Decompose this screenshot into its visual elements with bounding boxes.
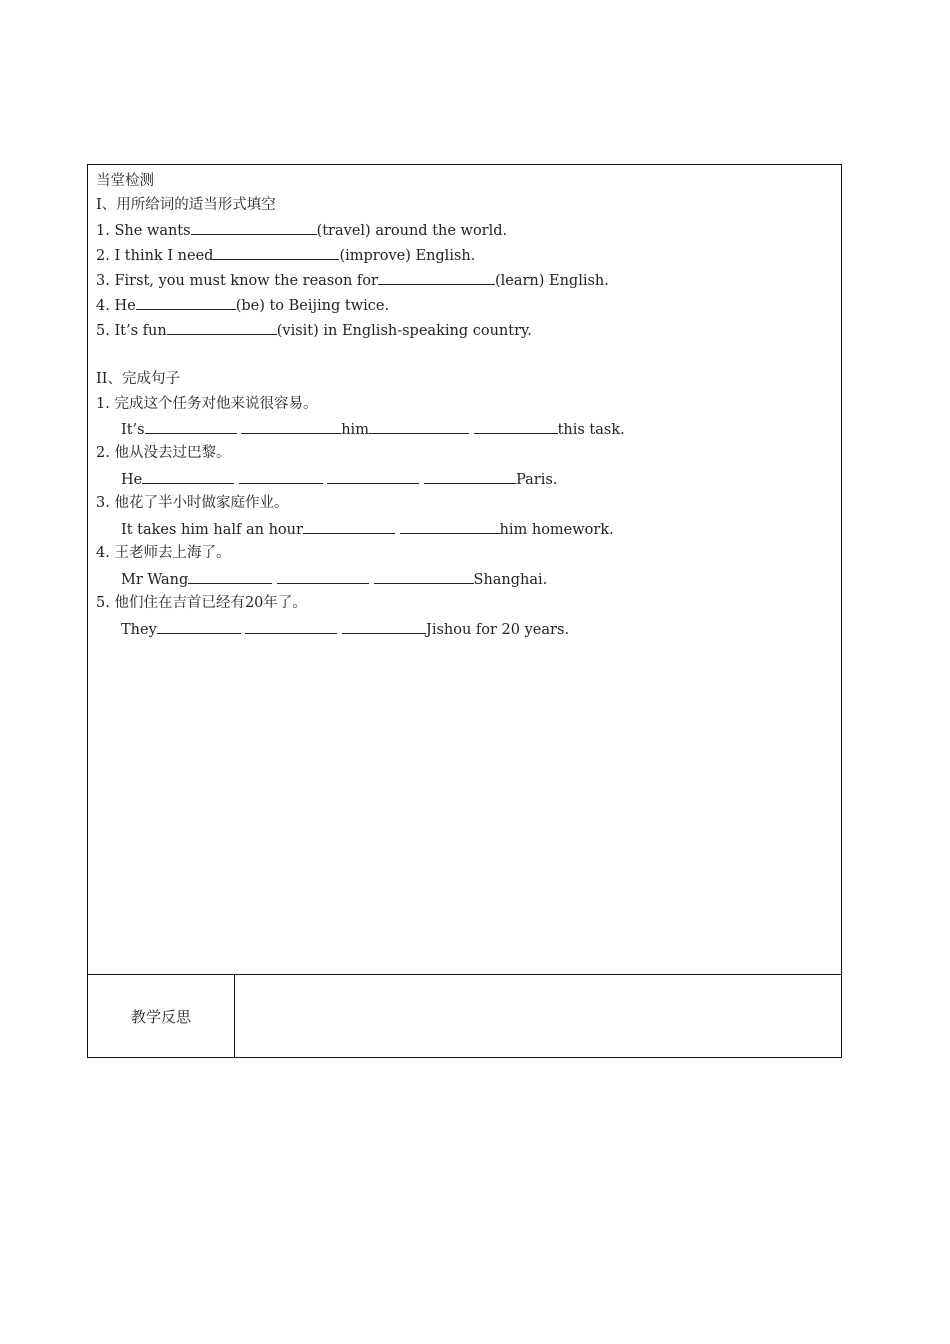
blank[interactable] [424, 469, 516, 484]
part2-item-5-chinese: 5. 他们住在吉首已经有20年了。 [96, 595, 307, 611]
blank[interactable] [145, 419, 237, 434]
section-title: 当堂检测 [96, 173, 154, 189]
part2-item-3-english: It takes him half an hour him homework. [121, 519, 614, 540]
part2-item-2-english: He Paris. [121, 469, 557, 490]
blank[interactable] [241, 419, 341, 434]
blank[interactable] [327, 469, 419, 484]
part1-item-2: 2. I think I need (improve) English. [96, 245, 475, 266]
part1-item-4: 4. He (be) to Beijing twice. [96, 295, 389, 316]
blank[interactable] [157, 619, 241, 634]
part1-item-1: 1. She wants (travel) around the world. [96, 220, 507, 241]
part2-item-4-chinese: 4. 王老师去上海了。 [96, 545, 231, 561]
blank[interactable] [342, 619, 426, 634]
blank[interactable] [277, 569, 369, 584]
exercise-cell [88, 165, 841, 974]
part2-item-1-chinese: 1. 完成这个任务对他来说很容易。 [96, 396, 318, 412]
part1-item-3: 3. First, you must know the reason for (learn) English. [96, 270, 609, 291]
part2-heading: II、完成句子 [96, 371, 180, 387]
blank[interactable] [188, 569, 272, 584]
blank[interactable] [136, 295, 236, 310]
worksheet-table [87, 164, 842, 1058]
reflection-label: 教学反思 [88, 975, 235, 1057]
blank[interactable] [369, 419, 469, 434]
reflection-content-cell[interactable] [235, 975, 841, 1057]
blank[interactable] [245, 619, 337, 634]
part2-item-5-english: They Jishou for 20 years. [121, 619, 569, 640]
part2-item-3-chinese: 3. 他花了半小时做家庭作业。 [96, 495, 289, 511]
blank[interactable] [400, 519, 500, 534]
reflection-row [88, 974, 841, 1057]
blank[interactable] [167, 320, 277, 335]
blank[interactable] [191, 220, 317, 235]
blank[interactable] [374, 569, 474, 584]
blank[interactable] [213, 245, 339, 260]
blank[interactable] [142, 469, 234, 484]
blank[interactable] [378, 270, 495, 285]
blank[interactable] [239, 469, 323, 484]
part2-item-2-chinese: 2. 他从没去过巴黎。 [96, 445, 231, 461]
part2-item-1-english: It’s him this task. [121, 419, 625, 440]
part1-item-5: 5. It’s fun (visit) in English-speaking country. [96, 320, 532, 341]
part1-heading: I、用所给词的适当形式填空 [96, 197, 276, 213]
part2-item-4-english: Mr Wang Shanghai. [121, 569, 547, 590]
blank[interactable] [303, 519, 395, 534]
blank[interactable] [474, 419, 558, 434]
